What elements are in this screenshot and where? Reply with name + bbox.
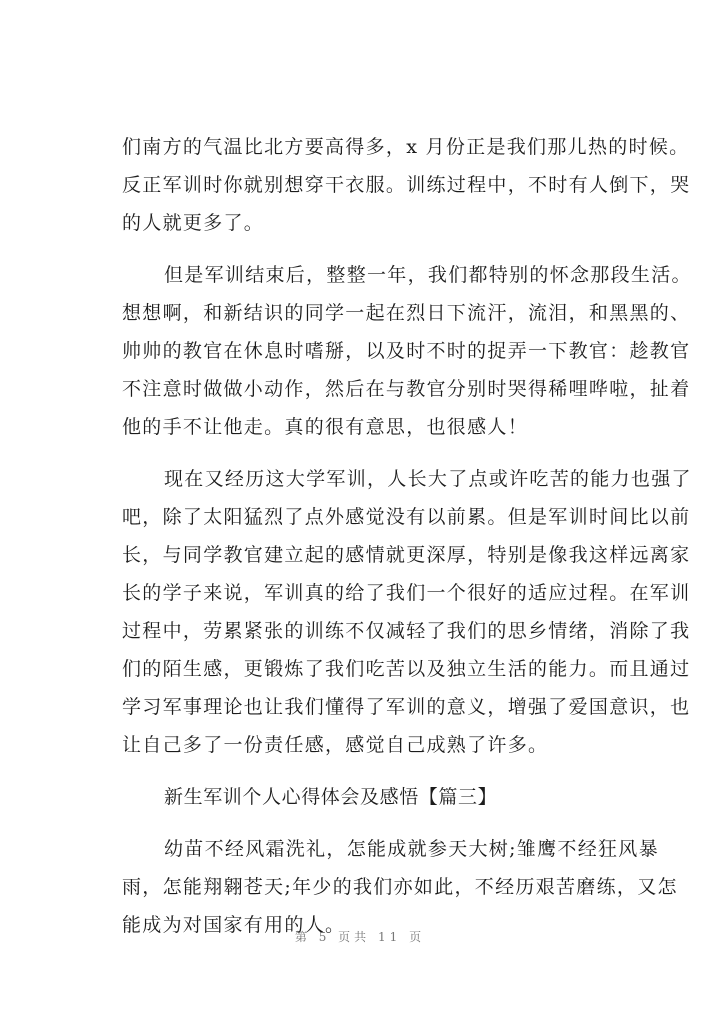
page-number-footer: 第 5 页共 11 页 (294, 930, 426, 944)
paragraph-line: 想想啊，和新结识的同学一起在烈日下流汗，流泪，和黑黑的、 (122, 302, 691, 324)
paragraph-line: 但是军训结束后，整整一年，我们都特别的怀念那段生活。 (164, 264, 692, 286)
paragraph-line: 长的学子来说，军训真的给了我们一个很好的适应过程。在军训 (122, 582, 691, 604)
paragraph-line: 幼苗不经风霜洗礼，怎能成就参天大树;雏鹰不经狂风暴 (164, 838, 659, 860)
section-heading-text: 新生军训个人心得体会及感悟【篇三】 (164, 786, 498, 808)
paragraph-line: 他的手不让他走。真的很有意思，也很感人！ (122, 416, 529, 438)
paragraph-2 (122, 256, 692, 446)
paragraph-3 (122, 460, 692, 764)
paragraph-line: 反正军训时你就别想穿干衣服。训练过程中，不时有人倒下，哭 (122, 174, 691, 196)
paragraph-line: 不注意时做做小动作，然后在与教官分别时哭得稀哩哗啦，扯着 (122, 378, 691, 400)
paragraph-line: 们南方的气温比北方要高得多，x 月份正是我们那儿热的时候。 (122, 136, 690, 158)
paragraph-line: 能成为对国家有用的人。 (122, 914, 346, 936)
paragraph-line: 过程中，劳累紧张的训练不仅减轻了我们的思乡情绪，消除了我 (122, 620, 691, 642)
paragraph-line: 吧，除了太阳猛烈了点外感觉没有以前累。但是军训时间比以前 (122, 506, 691, 528)
document-body (122, 128, 692, 944)
paragraph-line: 们的陌生感，更锻炼了我们吃苦以及独立生活的能力。而且通过 (122, 658, 691, 680)
paragraph-line: 雨，怎能翔翱苍天;年少的我们亦如此，不经历艰苦磨练，又怎 (122, 876, 678, 898)
paragraph-line: 现在又经历这大学军训，人长大了点或许吃苦的能力也强了 (164, 468, 692, 490)
paragraph-1 (122, 128, 691, 242)
paragraph-line: 长，与同学教官建立起的感情就更深厚，特别是像我这样远离家 (122, 544, 691, 566)
paragraph-line: 的人就更多了。 (122, 212, 265, 234)
section-heading (122, 778, 642, 816)
paragraph-line: 学习军事理论也让我们懂得了军训的意义，增强了爱国意识，也 (122, 696, 691, 718)
paragraph-line: 让自己多了一份责任感，感觉自己成熟了许多。 (122, 734, 549, 756)
paragraph-4 (122, 830, 678, 944)
paragraph-line: 帅帅的教官在休息时嗜掰，以及时不时的捉弄一下教官：趁教官 (122, 340, 691, 362)
